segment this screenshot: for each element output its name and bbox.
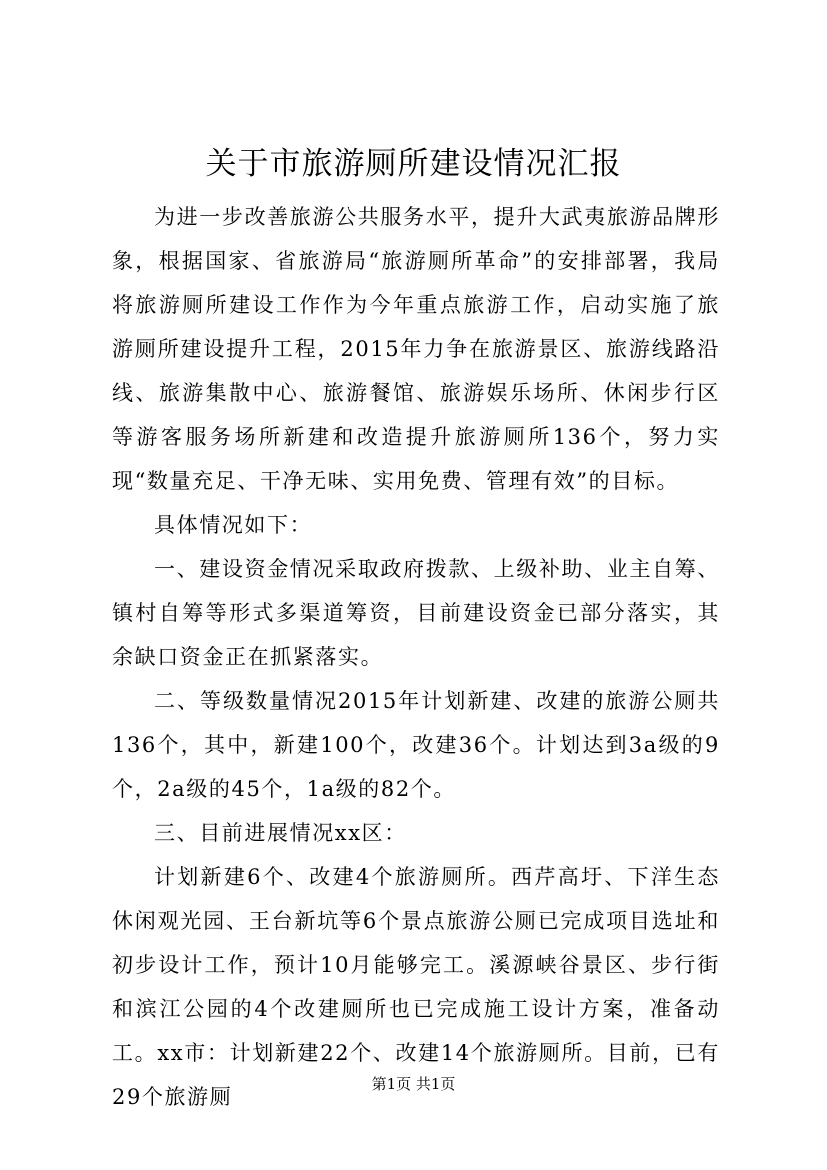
paragraph-progress-detail: 计划新建6个、改建4个旅游厕所。西芹高圩、下洋生态休闲观光园、王台新坑等6个景点旅游公厕已完成项目选址和初步设计工作，预计10月能够完工。溪源峡谷景区、步行街和滨江公园的4个改建厕所也已完成施工设计方案，准备动工。xx市：计划新建22个、改建14个旅游厕所。目前，已有29个旅游厕 — [112, 865, 720, 1109]
paragraph-funding: 一、建设资金情况采取政府拨款、上级补助、业主自筹、镇村自筹等形式多渠道筹资，目前建设资金已部分落实，其余缺口资金正在抓紧落实。 — [112, 557, 720, 669]
paragraph-details-heading: 具体情况如下： — [154, 513, 313, 537]
document-body — [112, 195, 720, 1119]
paragraph-progress-heading: 三、目前进展情况xx区： — [154, 821, 407, 845]
document-title: 关于市旅游厕所建设情况汇报 — [205, 146, 622, 182]
paragraph-intro: 为进一步改善旅游公共服务水平，提升大武夷旅游品牌形象，根据国家、省旅游局“旅游厕所革命”的安排部署，我局将旅游厕所建设工作作为今年重点旅游工作，启动实施了旅游厕所建设提升工程，2015年力争在旅游景区、旅游线路沿线、旅游集散中心、旅游餐馆、旅游娱乐场所、休闲步行区等游客服务场所新建和改造提升旅游厕所136个，努力实现“数量充足、干净无味、实用免费、管理有效”的目标。 — [112, 205, 720, 493]
paragraph-quantity: 二、等级数量情况2015年计划新建、改建的旅游公厕共136个，其中，新建100个，改建36个。计划达到3a级的9个，2a级的45个，1a级的82个。 — [112, 689, 720, 801]
page-footer: 第1页 共1页 — [371, 1075, 456, 1093]
